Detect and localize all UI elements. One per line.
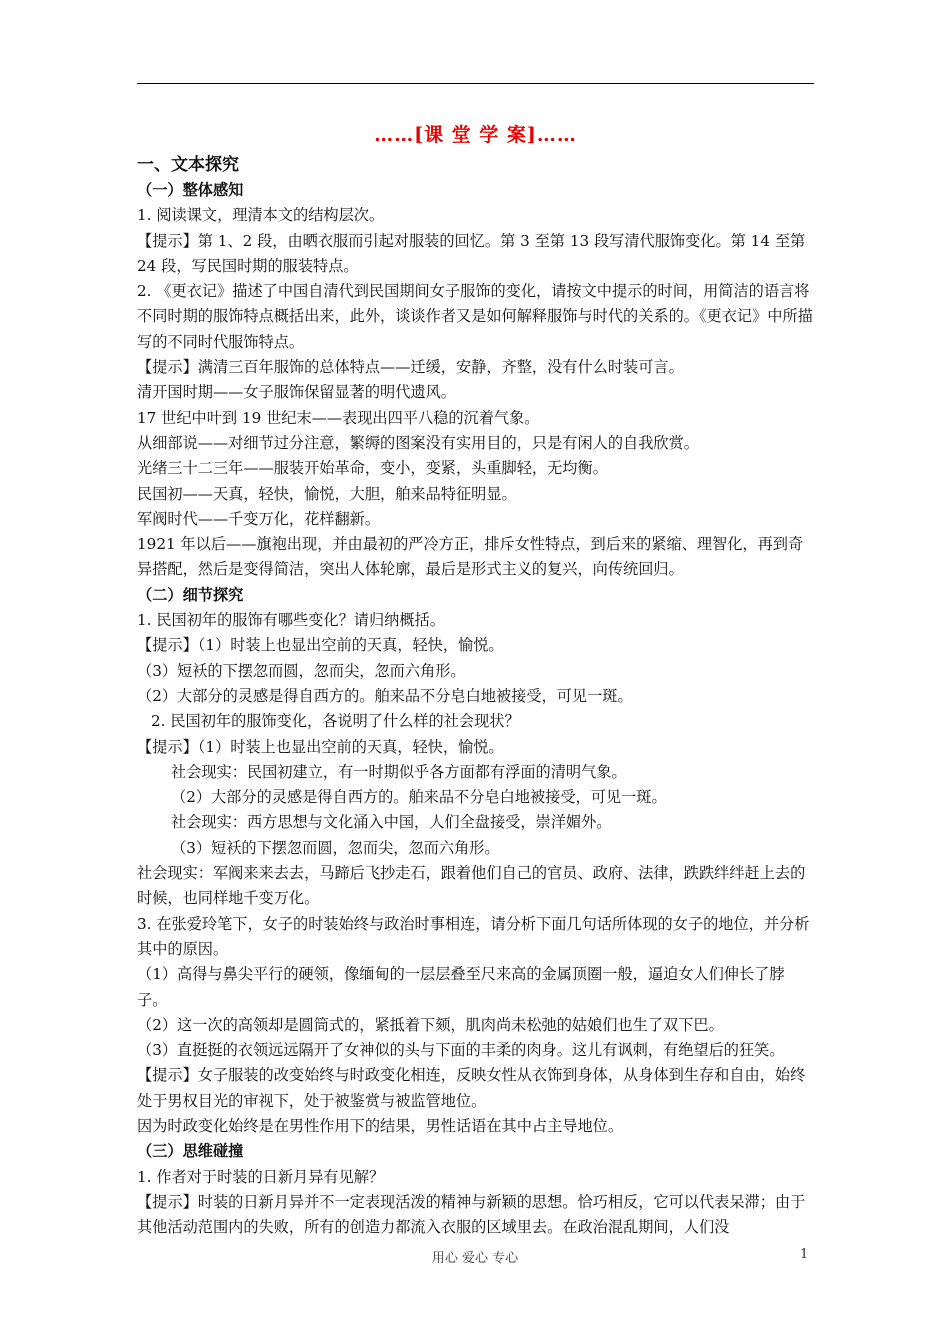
paragraph: 清开国时期——女子服饰保留显著的明代遗风。 (137, 383, 456, 402)
paragraph: （1）高得与鼻尖平行的硬领，像缅甸的一层层叠至尺来高的金属顶圈一般，逼迫女人们伸长了脖子。 (137, 965, 785, 1009)
paragraph: 1. 阅读课文，理清本文的结构层次。 (137, 206, 385, 225)
paragraph: （3）短袄的下摆忽而圆，忽而尖，忽而六角形。 (171, 838, 500, 857)
paragraph: 因为时政变化始终是在男性作用下的结果，男性话语在其中占主导地位。 (137, 1116, 623, 1135)
paragraph: 光绪三十二三年——服装开始革命，变小，变紧，头重脚轻，无均衡。 (137, 459, 608, 478)
paragraph: 社会现实：军阀来来去去，马蹄后飞抄走石，跟着他们自己的官员、政府、法律，跌跌绊绊赶上去的时候，也同样地千变万化。 (137, 864, 806, 908)
paragraph: （2）这一次的高领却是圆筒式的，紧抵着下颏，肌肉尚未松弛的姑娘们也生了双下巴。 (137, 1015, 724, 1034)
paragraph: 社会现实：西方思想与文化涌入中国，人们全盘接受，崇洋媚外。 (171, 813, 612, 832)
paragraph: 【提示】（1）时装上也显出空前的天真，轻快，愉悦。 (137, 737, 504, 756)
paragraph: 1. 作者对于时装的日新月异有见解？ (137, 1167, 385, 1186)
document-body (137, 118, 814, 1240)
paragraph: 民国初——天真，轻快，愉悦，大胆，舶来品特征明显。 (137, 484, 517, 503)
paragraph: 1921 年以后——旗袍出现，并由最初的严冷方正，排斥女性特点，到后来的紧缩、理智化，再到奇异搭配，然后是变得简洁，突出人体轮廓，最后是形式主义的复兴，向传统回归。 (137, 535, 804, 579)
paragraph: 【提示】满清三百年服饰的总体特点——迁缓，安静，齐整，没有什么时装可言。 (137, 358, 684, 377)
paragraph: （3）短袄的下摆忽而圆，忽而尖，忽而六角形。 (137, 661, 466, 680)
paragraph: 3. 在张爱玲笔下，女子的时装始终与政治时事相连，请分析下面几句话所体现的女子的地位，并分析其中的原因。 (137, 914, 810, 958)
paragraph: 2. 《更衣记》描述了中国自清代到民国期间女子服饰的变化，请按文中提示的时间，用简洁的语言将不同时期的服饰特点概括出来，此外，谈谈作者又是如何解释服饰与时代的关系的。《更衣记》中所描写的不同时代服饰特点。 (137, 282, 813, 351)
paragraph: 从细部说——对细节过分注意，繁缛的图案没有实用目的，只是有闲人的自我欣赏。 (137, 433, 699, 452)
paragraph: 【提示】（1）时装上也显出空前的天真，轻快，愉悦。 (137, 636, 504, 655)
subsection-heading: （一）整体感知 (137, 181, 244, 199)
subsection-heading: （二）细节探究 (137, 585, 244, 604)
paragraph: （3）直挺挺的衣领远远隔开了女神似的头与下面的丰柔的肉身。这儿有讽刺，有绝望后的狂笑。 (137, 1041, 785, 1060)
page-number: 1 (800, 1247, 809, 1262)
paragraph: 2. 民国初年的服饰变化，各说明了什么样的社会现状？ (151, 712, 520, 731)
paragraph: 17 世纪中叶到 19 世纪末——表现出四平八稳的沉着气象。 (137, 408, 540, 427)
paragraph: （2）大部分的灵感是得自西方的。舶来品不分皂白地被接受，可见一斑。 (137, 686, 633, 705)
paragraph: 1. 民国初年的服饰有哪些变化？请归纳概括。 (137, 611, 445, 630)
footer-motto: 用心 爱心 专心 (431, 1251, 519, 1266)
paragraph: 【提示】时装的日新月异并不一定表现活泼的精神与新颖的思想。恰巧相反，它可以代表呆滞；由于其他活动范围内的失败，所有的创造力都流入衣服的区域里去。在政治混乱期间，人们没 (137, 1192, 806, 1237)
paragraph: 【提示】女子服装的改变始终与时政变化相连，反映女性从衣饰到身体，从身体到生存和自由，始终处于男权目光的审视下，处于被鉴赏与被监管地位。 (137, 1066, 806, 1110)
subsection-heading: （三）思维碰撞 (137, 1142, 244, 1161)
paragraph: （2）大部分的灵感是得自西方的。舶来品不分皂白地被接受，可见一斑。 (171, 788, 667, 807)
section-heading: 一、文本探究 (137, 155, 239, 175)
page-title: ……[课 堂 学 案]…… (374, 124, 577, 146)
header-rule (137, 83, 814, 84)
paragraph: 社会现实：民国初建立，有一时期似乎各方面都有浮面的清明气象。 (171, 762, 627, 781)
paragraph: 【提示】第 1、2 段，由晒衣服而引起对服装的回忆。第 3 至第 13 段写清代服饰变化。第 14 至第 24 段，写民国时期的服装特点。 (137, 231, 806, 275)
paragraph: 军阀时代——千变万化，花样翻新。 (137, 509, 380, 528)
